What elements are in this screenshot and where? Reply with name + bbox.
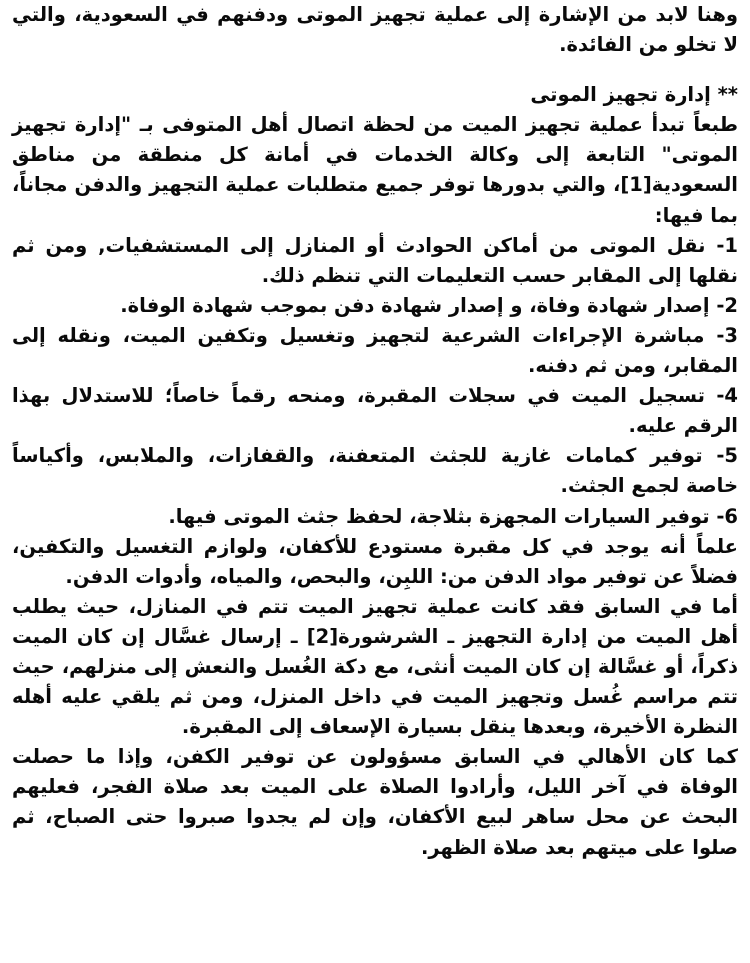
list-item: 2- إصدار شهادة وفاة، و إصدار شهادة دفن بموجب شهادة الوفاة. — [120, 293, 738, 317]
families-paragraph: كما كان الأهالي في السابق مسؤولون عن توفير الكفن، وإذا ما حصلت الوفاة في آخر الليل، وأرادوا الصلاة على الميت بعد صلاة الفجر، فعليهم البحث عن محل ساهر لبيع الأكفان، وإن لم يجدوا صبروا حتى الصباح، ثم صلوا على ميتهم بعد صلاة الظهر. — [12, 745, 738, 859]
list-item: 3- مباشرة الإجراءات الشرعية لتجهيز وتغسيل وتكفين الميت، ونقله إلى المقابر، ومن ثم دفنه. — [12, 323, 738, 378]
list-item: 6- توفير السيارات المجهزة بثلاجة، لحفظ جثث الموتى فيها. — [168, 504, 738, 528]
paragraph-gap — [12, 60, 738, 80]
section-heading: ** إدارة تجهيز الموتى — [530, 83, 738, 107]
list-item: 5- توفير كمامات غازية للجثث المتعفنة، والقفازات، والملابس، وأكياساً خاصة لجمع الجثث. — [12, 444, 738, 498]
section-intro-paragraph: طبعاً تبدأ عملية تجهيز الميت من لحظة اتصال أهل المتوفى بـ "إدارة تجهيز الموتى" التابعة إلى وكالة الخدمات في أمانة كل منطقة من مناطق السعودية[1]، والتي بدورها توفر جميع متطلبات عملية التجهيز والدفن مجاناً، بما فيها: — [12, 113, 738, 227]
intro-paragraph: وهنا لابد من الإشارة إلى عملية تجهيز الموتى ودفنهم في السعودية، والتي لا تخلو من الفائدة. — [12, 3, 738, 57]
list-item: 4- تسجيل الميت في سجلات المقبرة، ومنحه رقماً خاصاً؛ للاستدلال بهذا الرقم عليه. — [12, 384, 738, 438]
list-item: 1- نقل الموتى من أماكن الحوادث أو المنازل إلى المستشفيات, ومن ثم نقلها إلى المقابر حسب التعليمات التي تنظم ذلك. — [12, 233, 738, 287]
note-paragraph: علماً أنه يوجد في كل مقبرة مستودع للأكفان، ولوازم التغسيل والتكفين، فضلاً عن توفير مواد الدفن من: اللبِن، والبحص، والمياه، وأدوات الدفن. — [12, 534, 738, 588]
past-practice-paragraph: أما في السابق فقد كانت عملية تجهيز الميت تتم في المنازل، حيث يطلب أهل الميت من إدارة التجهيز ـ الشرشورة[2] ـ إرسال غسَّال إن كان الميت ذكراً، أو غسَّالة إن كان الميت أنثى، مع دكة الغُسل والنعش إلى منزلهم، حيث تتم مراسم غُسل وتجهيز الميت في داخل المنزل، ومن ثم يلقي عليه أهله النظرة الأخيرة، وبعدها ينقل بسيارة الإسعاف إلى المقبرة. — [12, 594, 738, 739]
